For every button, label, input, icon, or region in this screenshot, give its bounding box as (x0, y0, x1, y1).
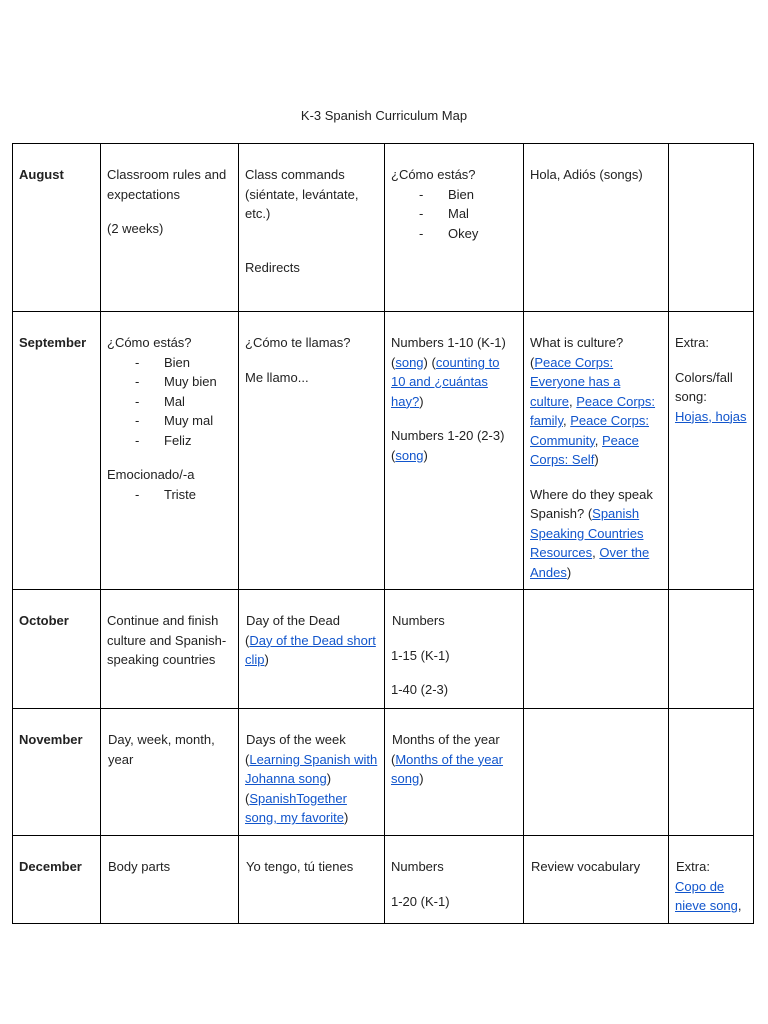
page-title: K-3 Spanish Curriculum Map (300, 108, 468, 123)
month-cell: November (13, 709, 101, 836)
cell-text: Hola, Adiós (songs) (530, 167, 643, 182)
cell-text: Body parts (108, 859, 171, 874)
list-item: - Bien (419, 186, 475, 202)
spanishtogether-link[interactable]: SpanishTogether song, my favorite (245, 790, 347, 825)
month-cell: December (13, 836, 101, 924)
cell-text: (SpanishTogether song, my favorite) (245, 790, 349, 825)
table-cell (524, 144, 669, 312)
cell-text: Me llamo... (245, 369, 309, 385)
table-cell (239, 709, 385, 836)
day-of-dead-link[interactable]: Day of the Dead short clip (245, 632, 376, 667)
cell-text: Days of the week (246, 732, 346, 747)
table-cell (385, 709, 524, 836)
table-cell (524, 312, 669, 590)
cell-text: Redirects (245, 259, 300, 275)
list-item: - Triste (135, 486, 197, 502)
cell-text: Emocionado/-a (107, 467, 195, 482)
song-link[interactable]: song (395, 447, 424, 463)
cell-text: (Day of the Dead short clip) (245, 632, 376, 667)
table-cell (669, 836, 754, 924)
list-item: - Mal (135, 393, 185, 409)
table-cell (101, 709, 239, 836)
table-cell (101, 144, 239, 312)
cell-text: Review vocabulary (531, 859, 641, 874)
table-cell (669, 144, 754, 312)
cell-text: 1-40 (2-3) (391, 682, 449, 697)
counting-link[interactable]: counting to 10 and ¿cuántas hay? (391, 354, 500, 409)
song-link[interactable]: song (395, 354, 424, 370)
cell-text: Colors/fall song: (675, 369, 733, 404)
cell-text: What is culture? (Peace Corps: Everyone has a culture, Peace Corps: family, Peace Corps: Community, Peace Corps: Self) (530, 335, 656, 467)
cell-text: (Months of the year song) (391, 751, 504, 786)
cell-text: Day, week, month, year (108, 732, 215, 767)
table-cell (669, 709, 754, 836)
peace-corps-self-link[interactable]: Peace Corps: Self (530, 432, 639, 467)
table-cell (669, 590, 754, 709)
table-row-october (13, 590, 754, 709)
copo-de-nieve-link[interactable]: Copo de nieve song (675, 878, 738, 913)
table-cell (524, 590, 669, 709)
cell-text: Months of the year (392, 732, 500, 747)
table-cell (385, 836, 524, 924)
hojas-link[interactable]: Hojas, hojas (675, 408, 747, 424)
month-cell: October (13, 590, 101, 709)
table-cell (385, 590, 524, 709)
spanish-countries-link[interactable]: Spanish Speaking Countries Resources (530, 506, 644, 560)
table-cell (524, 709, 669, 836)
cell-text: Continue and finish culture and Spanish-speaking countries (107, 613, 227, 667)
cell-text: Numbers 1-20 (2-3) (song) (391, 428, 505, 463)
table-cell (239, 590, 385, 709)
johanna-song-link[interactable]: Learning Spanish with Johanna song (245, 751, 378, 786)
cell-text: Classroom rules and expectations (107, 167, 227, 202)
peace-corps-community-link[interactable]: Peace Corps: Community (530, 413, 649, 448)
cell-text: (Learning Spanish with Johanna song) (245, 751, 378, 786)
cell-text: Numbers 1-10 (K-1) (song) (counting to 10 and ¿cuántas hay?) (391, 335, 506, 409)
cell-text: Numbers (392, 613, 445, 628)
cell-text: Copo de nieve song, (675, 878, 742, 913)
month-cell: September (13, 312, 101, 590)
table-cell (524, 836, 669, 924)
cell-text: 1-15 (K-1) (391, 647, 450, 663)
over-the-andes-link[interactable]: Over the Andes (530, 545, 650, 580)
table-cell (101, 590, 239, 709)
table-cell (101, 312, 239, 590)
list-item: - Okey (419, 225, 479, 241)
cell-text: Where do they speak Spanish? (Spanish Speaking Countries Resources, Over the Andes) (530, 486, 653, 580)
cell-text: Extra: (675, 335, 709, 350)
table-cell (101, 836, 239, 924)
cell-text: Numbers (391, 859, 444, 874)
cell-text: Day of the Dead (246, 613, 340, 628)
table-row-december (13, 836, 754, 924)
table-cell (239, 836, 385, 924)
cell-text: Extra: (676, 859, 710, 874)
curriculum-table (12, 143, 754, 924)
peace-corps-family-link[interactable]: Peace Corps: family (530, 393, 656, 428)
table-row-september (13, 312, 754, 590)
table-cell (385, 144, 524, 312)
list-item: - Muy mal (135, 413, 214, 428)
cell-text: ¿Cómo estás? (107, 335, 192, 350)
cell-text: Yo tengo, tú tienes (246, 859, 354, 874)
table-cell (669, 312, 754, 590)
list-item: - Mal (419, 206, 469, 221)
cell-text: Class commands (siéntate, levántate, etc.) (245, 167, 359, 221)
table-cell (385, 312, 524, 590)
months-song-link[interactable]: Months of the year song (391, 751, 504, 786)
list-item: - Feliz (135, 432, 192, 448)
cell-text: ¿Cómo te llamas? (245, 335, 351, 350)
cell-text: ¿Cómo estás? (391, 167, 476, 182)
table-row-november (13, 709, 754, 836)
cell-text: 1-20 (K-1) (391, 893, 450, 909)
list-item: - Muy bien (135, 374, 217, 389)
cell-text: (2 weeks) (107, 221, 164, 236)
table-row-august (13, 144, 754, 312)
table-cell (239, 312, 385, 590)
peace-corps-culture-link[interactable]: Peace Corps: Everyone has a culture (530, 354, 621, 409)
table-cell (239, 144, 385, 312)
list-item: - Bien (135, 354, 191, 370)
month-cell: August (13, 144, 101, 312)
